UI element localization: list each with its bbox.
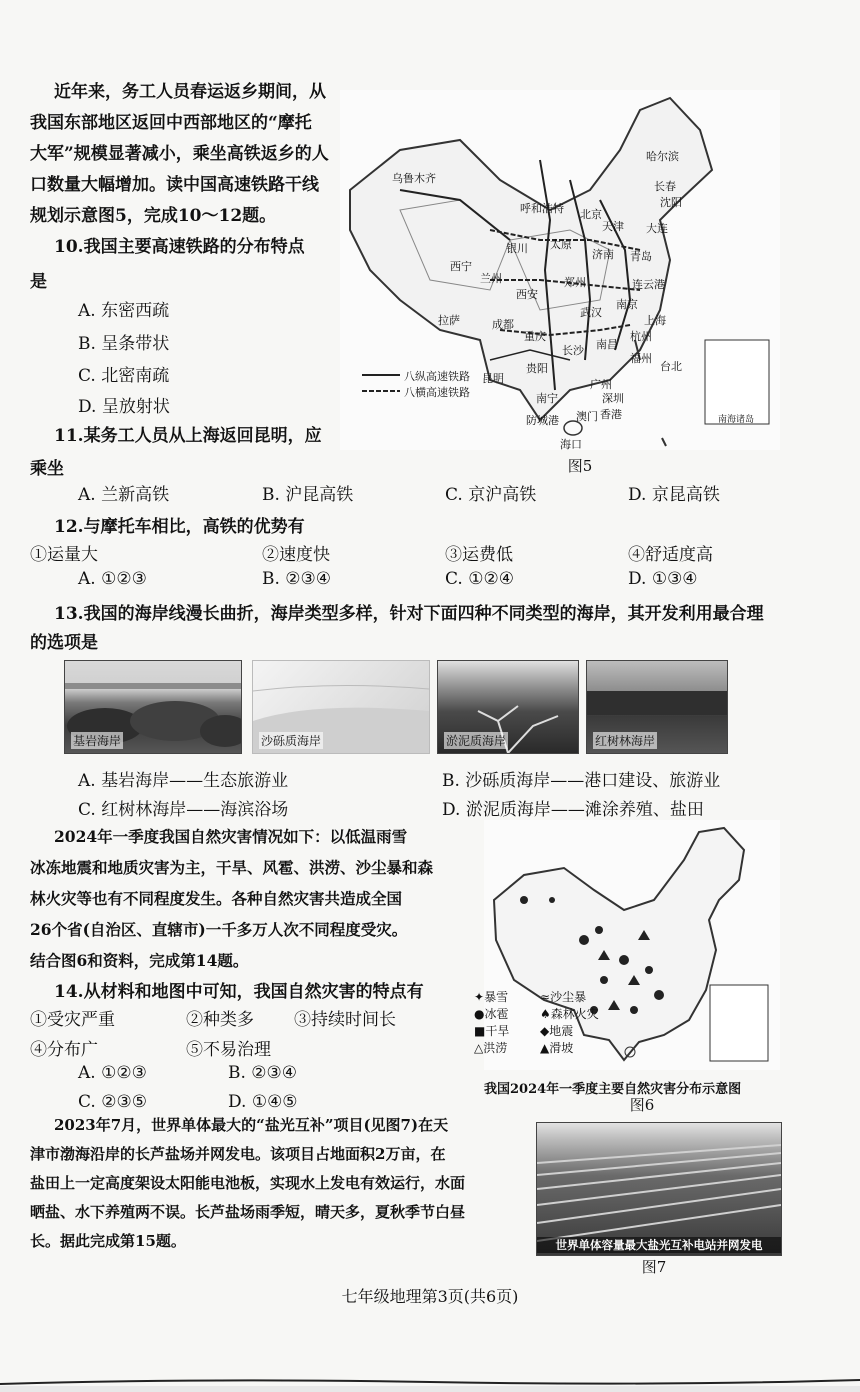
- city-label: 兰州: [480, 272, 502, 285]
- figure-6-caption: 图6: [629, 1096, 655, 1114]
- city-label: 深圳: [602, 392, 624, 405]
- city-label: 成都: [492, 318, 514, 331]
- intro-line: 我国东部地区返回中西部地区的“摩托: [30, 113, 312, 133]
- blizzard-icon: ✦: [474, 990, 485, 1004]
- q13-option-d: D. 淤泥质海岸——滩涂养殖、盐田: [442, 800, 704, 820]
- photo-label: 红树林海岸: [595, 734, 656, 748]
- intro-line: 冰冻地震和地质灾害为主，干旱、风雹、洪涝、沙尘暴和森: [30, 858, 434, 877]
- intro-line: 林火灾等也有不同程度发生。各种自然灾害共造成全国: [30, 889, 403, 908]
- city-label: 银川: [506, 242, 528, 255]
- intro-line: 规划示意图5，完成10～12题。: [30, 206, 277, 226]
- intro-line: 长。据此完成第15题。: [30, 1232, 186, 1250]
- question-11-stem: 11.某务工人员从上海返回昆明，应: [54, 426, 322, 446]
- city-label: 天津: [602, 220, 624, 233]
- q12-item-2: ②速度快: [262, 545, 330, 565]
- intro-line: 口数量大幅增加。读中国高速铁路干线: [30, 175, 319, 195]
- city-label: 海口: [560, 438, 582, 451]
- q14-item-3: ③持续时间长: [294, 1010, 396, 1030]
- sandstorm-icon: ≈: [540, 990, 551, 1004]
- city-label: 青岛: [630, 250, 652, 263]
- intro-line: 晒盐、水下养殖两不误。长芦盐场雨季短，晴天多，夏秋季节白昼: [30, 1203, 466, 1221]
- city-label: 西宁: [450, 260, 472, 273]
- city-label: 贵阳: [526, 362, 548, 375]
- legend-blizzard: ✦暴雪: [474, 990, 509, 1004]
- photo-bedrock-coast: [64, 660, 242, 754]
- legend-earthquake: ◆地震: [540, 1024, 574, 1038]
- intro-line: 2024年一季度我国自然灾害情况如下：以低温雨雪: [54, 827, 408, 846]
- city-label: 郑州: [564, 276, 586, 289]
- city-label: 台北: [660, 360, 682, 373]
- question-14-stem: 14.从材料和地图中可知，我国自然灾害的特点有: [54, 982, 424, 1002]
- intro-line: 津市渤海沿岸的长芦盐场并网发电。该项目占地面积2万亩，在: [30, 1145, 446, 1163]
- city-label: 北京: [580, 208, 602, 221]
- q12-item-3: ③运费低: [445, 545, 513, 565]
- city-label: 哈尔滨: [646, 150, 679, 163]
- q11-option-b: B. 沪昆高铁: [262, 485, 354, 505]
- photo-label: 沙砾质海岸: [261, 734, 322, 748]
- figure-7-caption: 图7: [641, 1258, 667, 1276]
- question-stem: 是: [30, 272, 47, 292]
- city-label: 上海: [644, 314, 666, 327]
- city-label: 呼和浩特: [520, 202, 564, 215]
- question-13-stem-cont: 的选项是: [30, 633, 98, 653]
- q11-option-d: D. 京昆高铁: [628, 485, 720, 505]
- q12-item-1: ①运量大: [30, 545, 98, 565]
- hail-icon: ●: [474, 1007, 485, 1021]
- city-label: 重庆: [524, 330, 546, 343]
- city-label: 杭州: [630, 330, 652, 343]
- intro-line: 2023年7月，世界单体最大的“盐光互补”项目(见图7)在天: [54, 1116, 449, 1134]
- figure-5-rail-map: [340, 90, 780, 450]
- intro-passage-1: [30, 77, 350, 232]
- photo-mangrove-coast: [586, 660, 728, 754]
- figure-6-disaster-map: [474, 820, 780, 1070]
- q14-item-5: ⑤不易治理: [186, 1040, 271, 1060]
- intro-line: 大军”规模显著减小，乘坐高铁返乡的人: [30, 144, 329, 164]
- q13-option-b: B. 沙砾质海岸——港口建设、旅游业: [442, 771, 721, 791]
- q14-option-a: A. ①②③: [78, 1063, 147, 1083]
- city-label: 澳门: [576, 410, 598, 423]
- question-11-stem-cont: 乘坐: [30, 459, 64, 479]
- city-label: 长沙: [562, 344, 584, 357]
- legend-vertical-lines: 八纵高速铁路: [404, 370, 470, 383]
- city-label: 西安: [516, 288, 538, 301]
- q11-option-c: C. 京沪高铁: [445, 485, 537, 505]
- city-label: 南昌: [596, 338, 618, 351]
- option-c: C. 北密南疏: [78, 366, 170, 386]
- q13-option-a: A. 基岩海岸——生态旅游业: [78, 771, 289, 791]
- city-label: 太原: [550, 238, 572, 251]
- intro-line: 近年来，务工人员春运返乡期间，从: [54, 82, 326, 102]
- city-label: 武汉: [580, 306, 602, 319]
- photo-label: 淤泥质海岸: [446, 734, 507, 748]
- city-label: 南京: [616, 298, 638, 311]
- city-label: 防城港: [526, 414, 559, 427]
- solar-panel-rows: [537, 1123, 781, 1255]
- photo-gravel-coast: [252, 660, 430, 754]
- option-a: A. 东密西疏: [78, 301, 170, 321]
- city-label: 沈阳: [660, 196, 682, 209]
- city-label: 拉萨: [438, 314, 460, 327]
- legend-sandstorm: ≈沙尘暴: [540, 990, 587, 1004]
- city-label: 香港: [600, 408, 622, 421]
- legend-flood: △洪涝: [474, 1041, 508, 1055]
- q14-option-b: B. ②③④: [228, 1063, 298, 1083]
- q14-item-4: ④分布广: [30, 1040, 98, 1060]
- q12-option-d: D. ①③④: [628, 569, 698, 589]
- legend-forest-fire: ♠森林火灾: [540, 1007, 599, 1021]
- legend-horizontal-lines: 八横高速铁路: [404, 386, 470, 399]
- q13-option-c: C. 红树林海岸——海滨浴场: [78, 800, 289, 820]
- q14-item-2: ②种类多: [186, 1010, 254, 1030]
- figure-7-photo: [536, 1122, 782, 1256]
- photo-muddy-coast: [437, 660, 579, 754]
- legend-drought: ■干旱: [474, 1024, 510, 1038]
- option-d: D. 呈放射状: [78, 397, 170, 417]
- q12-item-4: ④舒适度高: [628, 545, 713, 565]
- disaster-legend-2: [540, 988, 660, 1056]
- intro-passage-2: [30, 821, 480, 976]
- question-stem: 10.我国主要高速铁路的分布特点: [54, 237, 305, 257]
- q11-option-a: A. 兰新高铁: [78, 485, 170, 505]
- flood-icon: △: [474, 1041, 484, 1055]
- city-label: 连云港: [632, 278, 665, 291]
- earthquake-icon: ◆: [540, 1024, 550, 1038]
- city-label: 长春: [654, 180, 676, 193]
- page-footer: 七年级地理第3页(共6页): [341, 1287, 519, 1306]
- city-label: 乌鲁木齐: [392, 172, 436, 185]
- figure-5-caption: 图5: [567, 457, 593, 475]
- city-label: 福州: [630, 352, 652, 365]
- question-13-stem: 13.我国的海岸线漫长曲折，海岸类型多样，针对下面四种不同类型的海岸，其开发利用最合理: [54, 604, 764, 624]
- intro-line: 26个省(自治区、直辖市)一千多万人次不同程度受灾。: [30, 920, 408, 939]
- city-label: 大连: [646, 222, 668, 235]
- q14-item-1: ①受灾严重: [30, 1010, 115, 1030]
- question-12-stem: 12.与摩托车相比，高铁的优势有: [54, 517, 305, 537]
- inset-label: 南海诸岛: [718, 415, 755, 425]
- page-edge: [0, 1362, 860, 1392]
- q12-option-b: B. ②③④: [262, 569, 332, 589]
- intro-line: 盐田上一定高度架设太阳能电池板，实现水上发电有效运行，水面: [30, 1174, 466, 1192]
- city-label: 昆明: [482, 372, 504, 385]
- drought-icon: ■: [474, 1024, 486, 1038]
- city-label: 广州: [590, 378, 612, 391]
- option-b: B. 呈条带状: [78, 334, 170, 354]
- legend-hail: ●冰雹: [474, 1007, 509, 1021]
- photo-label: 基岩海岸: [73, 734, 122, 748]
- figure-7-banner: 世界单体容量最大盐光互补电站并网发电: [537, 1237, 781, 1253]
- city-label: 南宁: [536, 392, 558, 405]
- question-10: [30, 232, 350, 417]
- fire-icon: ♠: [540, 1007, 551, 1021]
- city-label: 济南: [592, 248, 614, 261]
- q14-option-c: C. ②③⑤: [78, 1092, 147, 1112]
- q12-option-c: C. ①②④: [445, 569, 514, 589]
- intro-passage-3: [30, 1111, 530, 1256]
- intro-line: 结合图6和资料，完成第14题。: [30, 951, 249, 970]
- q12-option-a: A. ①②③: [78, 569, 147, 589]
- landslide-icon: ▲: [540, 1041, 550, 1055]
- legend-landslide: ▲滑坡: [540, 1041, 574, 1055]
- q14-option-d: D. ①④⑤: [228, 1092, 298, 1112]
- figure-6-title: 我国2024年一季度主要自然灾害分布示意图: [484, 1082, 742, 1097]
